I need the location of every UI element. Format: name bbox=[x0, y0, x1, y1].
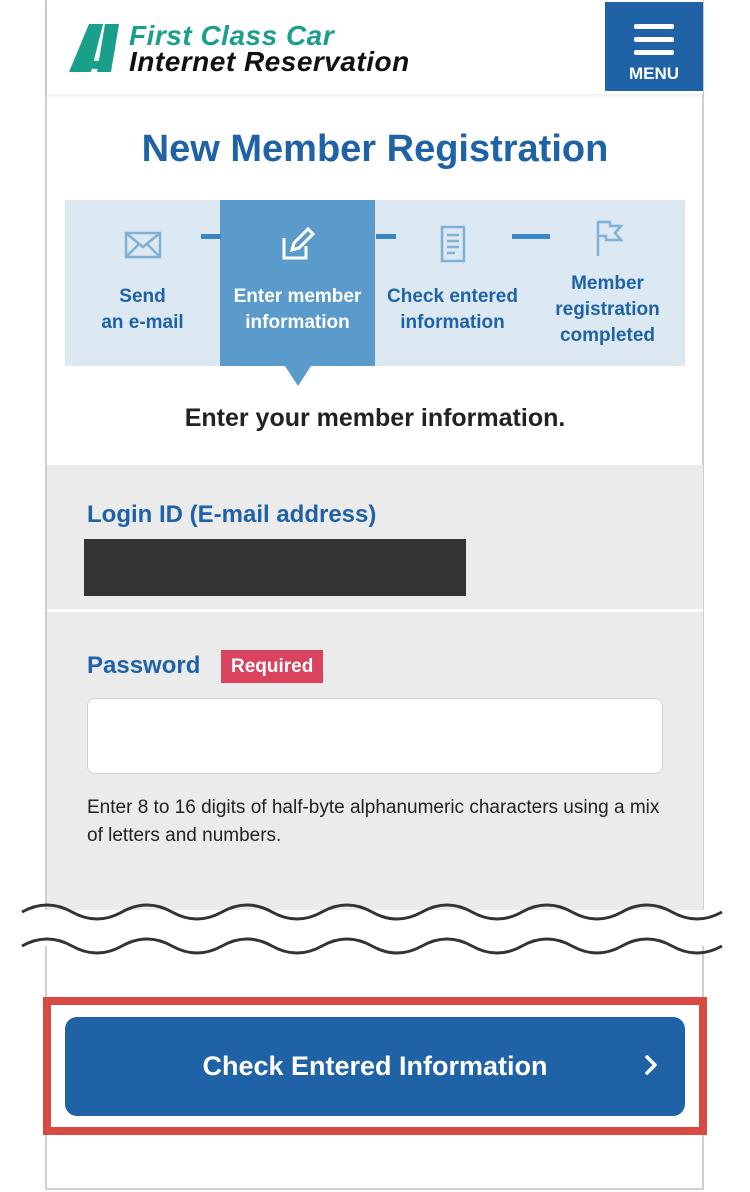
login-id-section bbox=[47, 465, 703, 609]
logo-title-line1: First Class Car bbox=[129, 20, 335, 51]
pencil-edit-icon bbox=[220, 224, 375, 264]
login-id-value-redacted bbox=[84, 539, 466, 596]
step-connector bbox=[376, 234, 396, 239]
step-label-line2: registration bbox=[555, 299, 660, 320]
chevron-right-icon bbox=[639, 1053, 663, 1077]
login-id-label: Login ID (E-mail address) bbox=[87, 501, 377, 528]
password-section bbox=[47, 612, 703, 882]
step-label-line1: Enter member bbox=[233, 286, 362, 307]
button-label: Check Entered Information bbox=[202, 1051, 548, 1081]
registration-steps bbox=[65, 200, 685, 366]
step-connector bbox=[512, 234, 550, 239]
logo-title-line2: Internet Reservation bbox=[129, 46, 410, 77]
menu-button[interactable] bbox=[605, 2, 703, 91]
required-badge: Required bbox=[221, 650, 323, 683]
step-send-email bbox=[65, 200, 220, 366]
document-icon bbox=[375, 224, 530, 264]
step-label-line1: Check entered bbox=[387, 286, 518, 307]
check-entered-information-button[interactable] bbox=[65, 1017, 685, 1116]
password-label: Password bbox=[87, 652, 201, 679]
site-header bbox=[47, 0, 703, 94]
password-input[interactable] bbox=[87, 698, 663, 774]
envelope-icon bbox=[65, 224, 220, 264]
step-label-line3: completed bbox=[559, 325, 656, 346]
step-label-line2: information bbox=[400, 312, 505, 333]
step-label-line1: Member bbox=[571, 273, 644, 294]
step-label-line2: information bbox=[245, 312, 350, 333]
content-omitted-wave-divider bbox=[0, 882, 750, 962]
flag-icon bbox=[530, 218, 685, 258]
instruction-text: Enter your member information. bbox=[184, 404, 566, 432]
step-enter-member-info bbox=[220, 200, 375, 366]
step-registration-completed bbox=[530, 200, 685, 366]
step-connector bbox=[201, 234, 221, 239]
hamburger-icon bbox=[634, 24, 674, 55]
logo-mark-icon bbox=[69, 24, 123, 72]
step-check-entered-info bbox=[375, 200, 530, 366]
page-title: New Member Registration bbox=[141, 128, 609, 170]
password-hint: Enter 8 to 16 digits of half-byte alphanumeric characters using a mix of letters and numbers. bbox=[87, 797, 660, 846]
step-label-line2: an e-mail bbox=[101, 312, 184, 333]
menu-label: MENU bbox=[628, 64, 680, 83]
step-label-line1: Send bbox=[119, 286, 166, 307]
